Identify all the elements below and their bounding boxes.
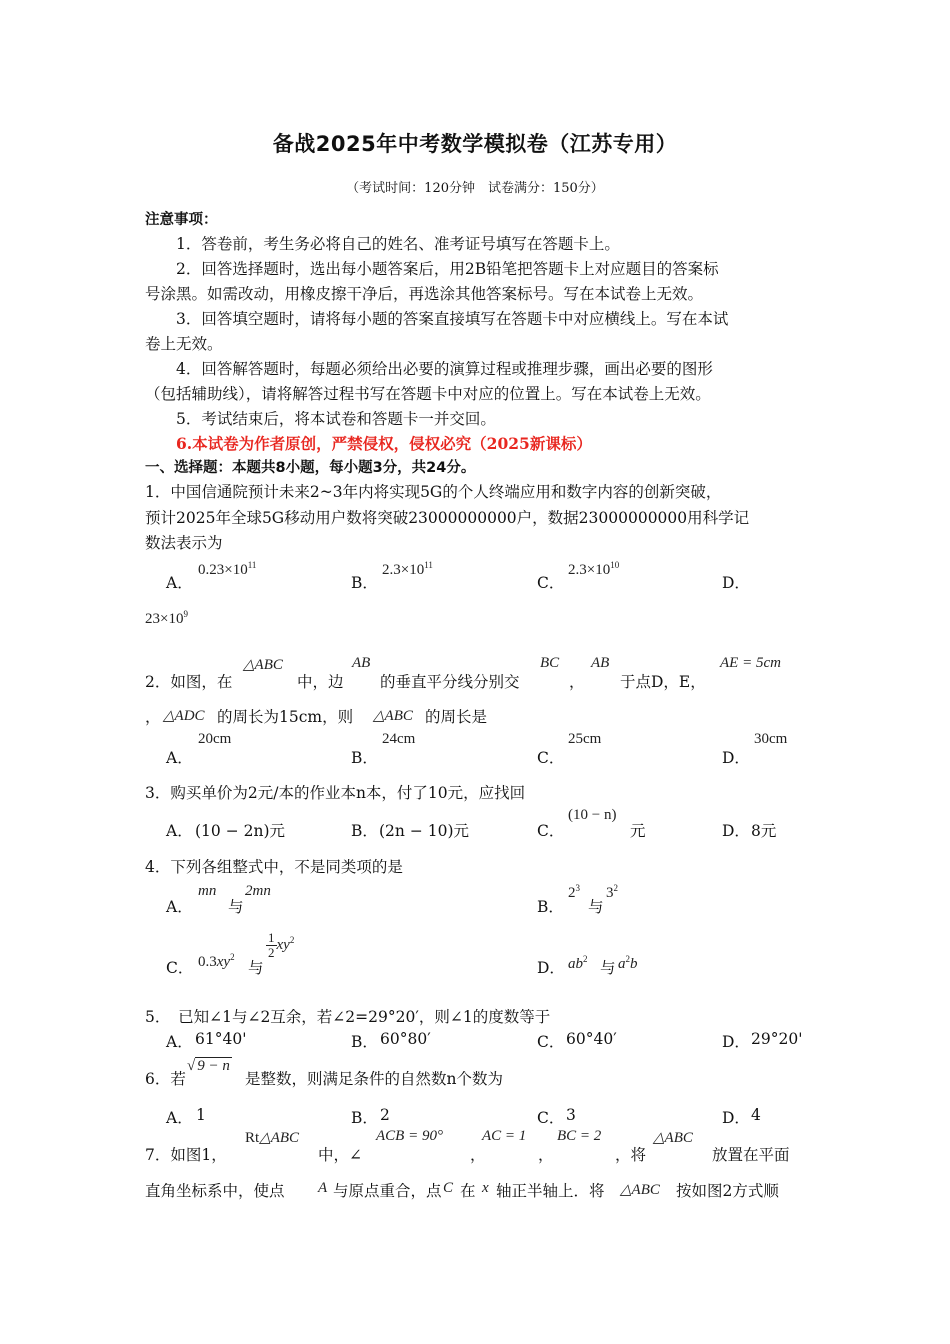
q7-triangle-abc: △ABC [653,1130,693,1146]
q2-option-a-label[interactable]: A． [166,749,193,767]
q1-text-3: 数法表示为 [145,534,223,552]
q1-option-b-label[interactable]: B． [351,574,378,592]
q4-option-c-term2[interactable]: $\frac{1}{2}$ $xy^2$ [268,930,295,960]
q6-option-a[interactable]: 1 [196,1106,206,1124]
notice-item-5: 5．考试结束后，将本试卷和答题卡一并交回。 [176,410,496,428]
q3-option-c-label[interactable]: C． [537,822,565,840]
q2-triangle-abc-2: △ABC [373,708,413,724]
q1-option-d[interactable]: $23\times 10^9$ [145,609,188,627]
q6-sqrt-expression: √ 9 − n [187,1058,230,1074]
q2-option-d-label[interactable]: D． [722,749,750,767]
q7-line2-e: 按如图2方式顺 [676,1182,779,1200]
q2-seg-bc: BC [540,655,560,671]
q4-option-a-term1[interactable]: mn [198,883,217,899]
q7-line2-c: 在 [460,1182,476,1200]
q2-text-8: 的周长是 [425,708,488,726]
q2-triangle-abc: △ABC [243,657,283,673]
q7-angle-acb: ACB = 90° [376,1128,443,1144]
q3-option-a-label[interactable]: A． [166,822,193,840]
q5-option-a[interactable]: 61°40' [195,1030,247,1048]
q6-option-a-label[interactable]: A． [166,1109,193,1127]
q6-option-c[interactable]: 3 [566,1106,576,1124]
q5-text: 5． 已知∠1与∠2互余，若∠2=29°20′，则∠1的度数等于 [145,1008,551,1026]
q7-text-5: ，将 [615,1146,647,1164]
q5-option-a-label[interactable]: A． [166,1033,193,1051]
q5-option-c-label[interactable]: C． [537,1033,565,1051]
q2-seg-ab: AB [352,655,371,671]
q1-option-c[interactable]: $2.3\times 10^{10}$ [568,560,620,578]
q2-seg-ab-2: AB [591,655,610,671]
q7-point-c: C [443,1180,454,1196]
q7-triangle-abc-2: △ABC [620,1182,660,1198]
notice-item-4: 4．回答解答题时，每题必须给出必要的演算过程或推理步骤，画出必要的图形 [176,360,713,378]
q5-option-d[interactable]: 29°20' [751,1030,803,1048]
q7-line2-b: 与原点重合，点 [333,1182,442,1200]
notice-item-2-cont: 号涂黑。如需改动，用橡皮擦干净后，再选涂其他答案标号。写在本试卷上无效。 [145,285,704,303]
q2-triangle-adc: △ADC [163,708,205,724]
q4-option-c-yu: 与 [248,959,264,977]
q7-text-3: ， [470,1146,486,1164]
exam-info: （考试时间：120分钟 试卷满分：150分） [346,181,604,196]
copyright-warning: 6.本试卷为作者原创，严禁侵权，侵权必究（2025新课标） [176,434,592,453]
notice-item-2: 2．回答选择题时，选出每小题答案后，用2B铅笔把答题卡上对应题目的答案标 [176,260,719,278]
q7-axis-x: x [482,1180,489,1196]
q3-option-d-label[interactable]: D． [722,822,750,840]
q3-option-d[interactable]: 8元 [751,822,777,840]
q6-option-c-label[interactable]: C． [537,1109,565,1127]
q6-option-d-label[interactable]: D． [722,1109,750,1127]
q6-option-b[interactable]: 2 [380,1106,390,1124]
q7-text-2: 中，∠ [318,1146,362,1164]
q7-text-4: ， [538,1146,554,1164]
q4-option-d-yu: 与 [600,959,616,977]
q7-rt-triangle: Rt△ABC [245,1130,300,1146]
q2-option-a[interactable]: 20cm [198,731,232,747]
q1-option-a[interactable]: $0.23\times 10^{11}$ [198,560,257,578]
q3-option-b[interactable]: (2n − 10)元 [379,822,470,840]
q1-option-d-label[interactable]: D． [722,574,750,592]
q4-option-d-term2[interactable]: $a^2b$ [618,954,638,972]
q2-text-3: 的垂直平分线分别交 [380,673,520,691]
q3-text: 3．购买单价为2元/本的作业本n本，付了10元，应找回 [145,784,526,802]
q7-bc-length: BC = 2 [557,1128,602,1144]
notice-heading: 注意事项： [145,212,218,228]
q3-option-c-unit: 元 [630,822,646,840]
q1-option-c-label[interactable]: C． [537,574,565,592]
q2-option-d[interactable]: 30cm [754,731,788,747]
q1-text-2: 预计2025年全球5G移动用户数将突破23000000000户，数据23000000000用科学记 [145,509,750,527]
q4-option-d-label[interactable]: D． [537,959,565,977]
q4-option-c-term1[interactable]: $0.3xy^2$ [198,952,235,970]
page-title: 备战2025年中考数学模拟卷（江苏专用） [272,132,678,156]
q4-option-d-term1[interactable]: $ab^2$ [568,954,588,972]
q4-text: 4．下列各组整式中，不是同类项的是 [145,858,403,876]
q7-ac-length: AC = 1 [482,1128,527,1144]
q4-option-c-label[interactable]: C． [166,959,194,977]
q1-option-b[interactable]: $2.3\times 10^{11}$ [382,560,433,578]
q7-line2-d: 轴正半轴上．将 [496,1182,605,1200]
q2-text-4: ， [569,673,585,691]
q6-text-1: 6．若 [145,1070,186,1088]
q4-option-a-yu: 与 [228,898,244,916]
q6-option-b-label[interactable]: B． [351,1109,378,1127]
q2-option-b[interactable]: 24cm [382,731,416,747]
q1-option-a-label[interactable]: A． [166,574,193,592]
q7-line2-a: 直角坐标系中，使点 [145,1182,285,1200]
q7-text-1: 7．如图1， [145,1146,227,1164]
q4-option-b-term2[interactable]: $3^2$ [606,883,618,901]
q6-text-2: 是整数，则满足条件的自然数n个数为 [245,1070,503,1088]
notice-item-3: 3．回答填空题时，请将每小题的答案直接填写在答题卡中对应横线上。写在本试 [176,310,729,328]
q2-text-1: 2．如图，在 [145,673,233,691]
q7-point-a: A [318,1180,328,1196]
q2-text-6: ， [145,708,161,726]
q2-option-b-label[interactable]: B． [351,749,378,767]
section-heading-choice: 一、选择题：本题共8小题，每小题3分，共24分。 [145,460,476,476]
q2-option-c[interactable]: 25cm [568,731,602,747]
q4-option-b-label[interactable]: B． [537,898,564,916]
q5-option-b-label[interactable]: B． [351,1033,378,1051]
notice-item-4-cont: （包括辅助线），请将解答过程书写在答题卡中对应的位置上。写在本试卷上无效。 [145,385,711,403]
q4-option-a-term2[interactable]: 2mn [245,883,271,899]
q2-option-c-label[interactable]: C． [537,749,565,767]
q2-text-2: 中，边 [297,673,344,691]
q5-option-c[interactable]: 60°40′ [566,1030,617,1048]
q1-text-1: 1．中国信通院预计未来2~3年内将实现5G的个人终端应用和数字内容的创新突破， [145,483,722,501]
q4-option-b-yu: 与 [588,898,604,916]
q3-option-a[interactable]: (10 − 2n)元 [195,822,286,840]
q5-option-d-label[interactable]: D． [722,1033,750,1051]
notice-item-3-cont: 卷上无效。 [145,335,223,353]
q2-text-5: 于点D，E， [620,673,706,691]
q3-option-c[interactable]: (10 − n) [568,807,617,823]
q6-option-d[interactable]: 4 [751,1106,761,1124]
q2-text-7: 的周长为15cm，则 [217,708,354,726]
q2-ae-length: AE = 5cm [720,655,781,671]
q7-text-6: 放置在平面 [712,1146,790,1164]
q4-option-b-term1[interactable]: $2^3$ [568,883,580,901]
q4-option-a-label[interactable]: A． [166,898,193,916]
q5-option-b[interactable]: 60°80′ [380,1030,431,1048]
notice-item-1: 1．答卷前，考生务必将自己的姓名、准考证号填写在答题卡上。 [176,235,620,253]
q3-option-b-label[interactable]: B． [351,822,378,840]
